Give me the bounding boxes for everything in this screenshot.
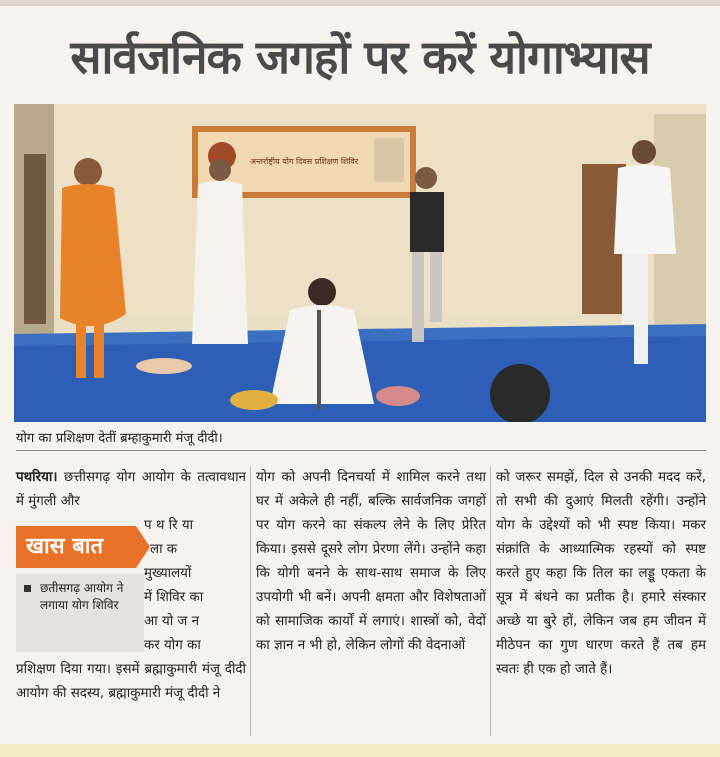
headline: सार्वजनिक जगहों पर करें योगाभ्यास bbox=[70, 30, 650, 84]
column-divider bbox=[490, 466, 491, 736]
column-1-fragment: कर योग का bbox=[144, 638, 201, 653]
column-1-fragment: आ यो ज न bbox=[144, 614, 200, 629]
yoga-session-illustration bbox=[14, 104, 706, 422]
news-photo bbox=[14, 104, 706, 422]
column-divider bbox=[250, 466, 251, 736]
bullet-icon bbox=[24, 585, 31, 592]
article-column-2: योग को अपनी दिनचर्या में शामिल करने तथा घर में अकेले ही नहीं, बल्कि सार्वजनिक जगहों पर योग करने का संकल्प लेने के लिए प्रेरित किया। इससे दूसरे लोग प्रेरणा लेंगे। उन्होंने कहा कि योगी बनने के साथ-साथ समाज के लिए उपयोगी भी बनें। अपनी क्षमता और विशेषताओं को सामाजिक कार्यों में लगाएं। शास्त्रों को, वेदों का ज्ञान न भी हो, लेकिन लोगों की वेदनाओं bbox=[256, 470, 486, 653]
column-1-continued: प्रशिक्षण दिया गया। इसमें ब्रह्माकुमारी मंजू दीदी आयोग की सदस्य, ब्रह्माकुमारी मंजू दीदी ने bbox=[16, 662, 246, 701]
column-1-fragment: में शिविर का bbox=[144, 590, 204, 605]
article-column-3: को जरूर समझें, दिल से उनकी मदद करें, तो सभी की दुआएं मिलती रहेंगी। उन्होंने योग के उद्देश्यों को भी स्पष्ट किया। मकर संक्रांति के आध्यात्मिक रहस्यों को स्पष्ट करते हुए कहा कि तिल का लड्डू एकता के सूत्र में बंधने का प्रतीक है। हमारे संस्कार अच्छे या बुरे हों, लेकिन जब हम जीवन में मीठेपन का गुण धारण करते हैं तब हम स्वतः ही एक हो जाते हैं। bbox=[496, 470, 706, 677]
highlight-text: छतीसगढ़ आयोग ने लगाया योग शिविर bbox=[40, 581, 124, 612]
column-1-fragment: प थ रि या bbox=[144, 518, 194, 533]
person-white-standing bbox=[192, 159, 248, 344]
dateline: पथरिया। bbox=[16, 470, 58, 485]
article-column-1 bbox=[16, 466, 246, 514]
photo-caption: योग का प्रशिक्षण देतीं ब्रम्हाकुमारी मंजू दीदी। bbox=[16, 428, 706, 451]
highlight-heading: खास बात bbox=[16, 526, 136, 568]
banner-text: अन्तर्राष्ट्रीय योग दिवस प्रशिक्षण शिविर bbox=[249, 157, 359, 166]
highlight-body bbox=[16, 574, 144, 652]
bottom-strip bbox=[0, 744, 720, 757]
highlight-box bbox=[16, 526, 144, 654]
column-1-intro-text: छत्तीसगढ़ योग आयोग के तत्वावधान में मुंगली और bbox=[16, 470, 246, 509]
column-1-intro bbox=[16, 466, 246, 514]
top-strip bbox=[0, 0, 720, 6]
column-1-fragment: ला क bbox=[150, 542, 178, 557]
column-1-fragment: मुख्यालयों bbox=[144, 566, 192, 581]
